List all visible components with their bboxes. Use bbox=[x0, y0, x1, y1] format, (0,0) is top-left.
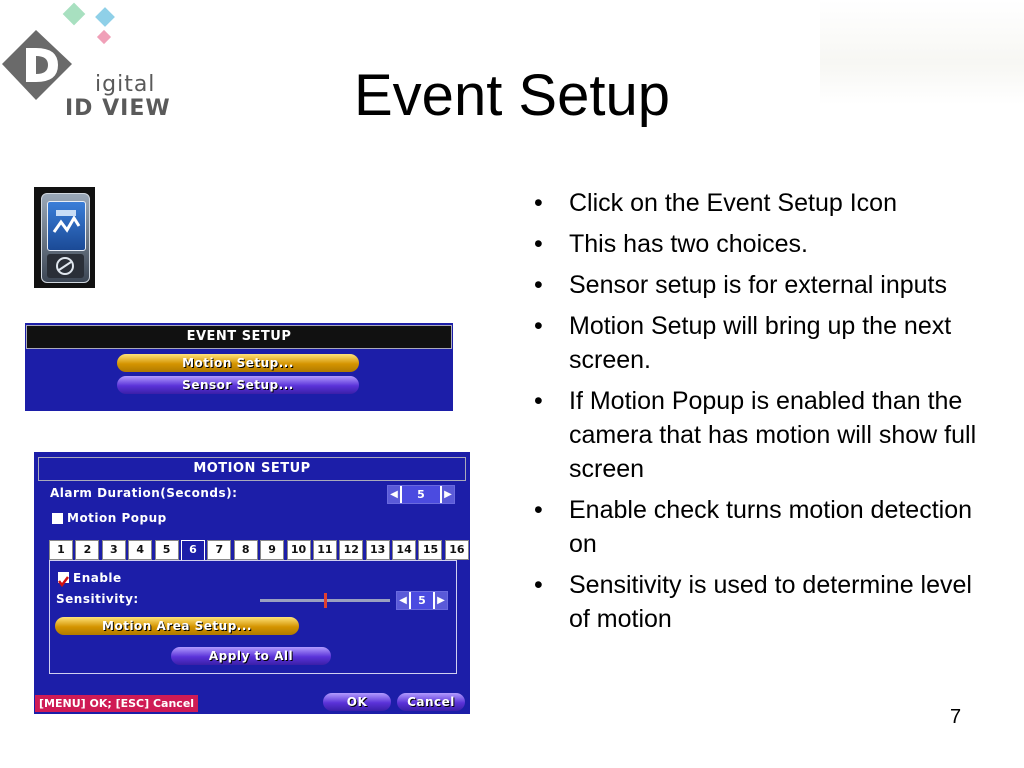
camera-tabs bbox=[49, 540, 471, 560]
tab-camera-5[interactable]: 5 bbox=[155, 540, 179, 560]
event-setup-icon[interactable] bbox=[34, 187, 95, 288]
tab-camera-2[interactable]: 2 bbox=[75, 540, 99, 560]
cancel-button[interactable]: Cancel bbox=[397, 693, 465, 711]
sensitivity-stepper[interactable] bbox=[396, 591, 448, 610]
page-title: Event Setup bbox=[354, 63, 670, 128]
tab-camera-3[interactable]: 3 bbox=[102, 540, 126, 560]
alarm-duration-stepper[interactable] bbox=[387, 485, 455, 504]
logo-text-igital: igital bbox=[95, 72, 156, 97]
bullet-item: • Sensitivity is used to determine level of motion bbox=[531, 568, 981, 636]
tab-camera-6[interactable]: 6 bbox=[181, 540, 205, 561]
motion-popup-label: Motion Popup bbox=[67, 511, 167, 525]
bullet-item: • Sensor setup is for external inputs bbox=[531, 268, 981, 302]
bullet-item: • Motion Setup will bring up the next screen. bbox=[531, 309, 981, 377]
page-number: 7 bbox=[950, 706, 962, 728]
increase-icon[interactable]: ▶ bbox=[442, 486, 454, 503]
sensor-setup-button[interactable]: Sensor Setup... bbox=[117, 376, 359, 394]
tab-camera-14[interactable]: 14 bbox=[392, 540, 416, 560]
logo-text-id-view: ID VIEW bbox=[65, 96, 171, 121]
motion-graph-icon bbox=[48, 202, 85, 250]
enable-checkbox[interactable] bbox=[58, 572, 69, 583]
tab-camera-7[interactable]: 7 bbox=[207, 540, 231, 560]
tab-camera-15[interactable]: 15 bbox=[418, 540, 442, 560]
decrease-icon[interactable]: ◀ bbox=[388, 486, 400, 503]
motion-setup-button[interactable]: Motion Setup... bbox=[117, 354, 359, 372]
bullet-item: • If Motion Popup is enabled than the camera that has motion will show full screen bbox=[531, 384, 981, 486]
tab-camera-10[interactable]: 10 bbox=[287, 540, 311, 560]
increase-icon[interactable]: ▶ bbox=[435, 592, 447, 609]
motion-setup-header: MOTION SETUP bbox=[38, 457, 466, 481]
tab-camera-9[interactable]: 9 bbox=[260, 540, 284, 560]
ok-button[interactable]: OK bbox=[323, 693, 391, 711]
tab-camera-16[interactable]: 16 bbox=[445, 540, 469, 560]
decrease-icon[interactable]: ◀ bbox=[397, 592, 409, 609]
motion-setup-menu bbox=[34, 452, 470, 714]
alarm-duration-value: 5 bbox=[402, 486, 440, 503]
tab-camera-4[interactable]: 4 bbox=[128, 540, 152, 560]
checkmark-icon bbox=[58, 576, 69, 587]
event-setup-menu bbox=[25, 323, 453, 411]
motion-area-setup-button[interactable]: Motion Area Setup... bbox=[55, 617, 299, 635]
tab-camera-8[interactable]: 8 bbox=[234, 540, 258, 560]
event-setup-header: EVENT SETUP bbox=[26, 325, 452, 349]
apply-to-all-button[interactable]: Apply to All bbox=[171, 647, 331, 665]
tab-camera-11[interactable]: 11 bbox=[313, 540, 337, 560]
alarm-duration-label: Alarm Duration(Seconds): bbox=[50, 486, 238, 500]
bullet-item: • Click on the Event Setup Icon bbox=[531, 186, 981, 220]
motion-popup-checkbox[interactable] bbox=[52, 513, 63, 524]
running-person-icon bbox=[47, 254, 84, 278]
keyboard-hint: [MENU] OK; [ESC] Cancel bbox=[35, 695, 198, 712]
sensitivity-label: Sensitivity: bbox=[56, 592, 139, 606]
bullet-list bbox=[531, 186, 981, 643]
enable-label: Enable bbox=[73, 571, 122, 585]
sensitivity-value: 5 bbox=[411, 592, 433, 609]
bullet-item: • This has two choices. bbox=[531, 227, 981, 261]
bullet-item: • Enable check turns motion detection on bbox=[531, 493, 981, 561]
tab-camera-12[interactable]: 12 bbox=[339, 540, 363, 560]
tab-camera-13[interactable]: 13 bbox=[366, 540, 390, 560]
tab-camera-1[interactable]: 1 bbox=[49, 540, 73, 560]
sensitivity-slider-handle[interactable] bbox=[324, 593, 327, 608]
